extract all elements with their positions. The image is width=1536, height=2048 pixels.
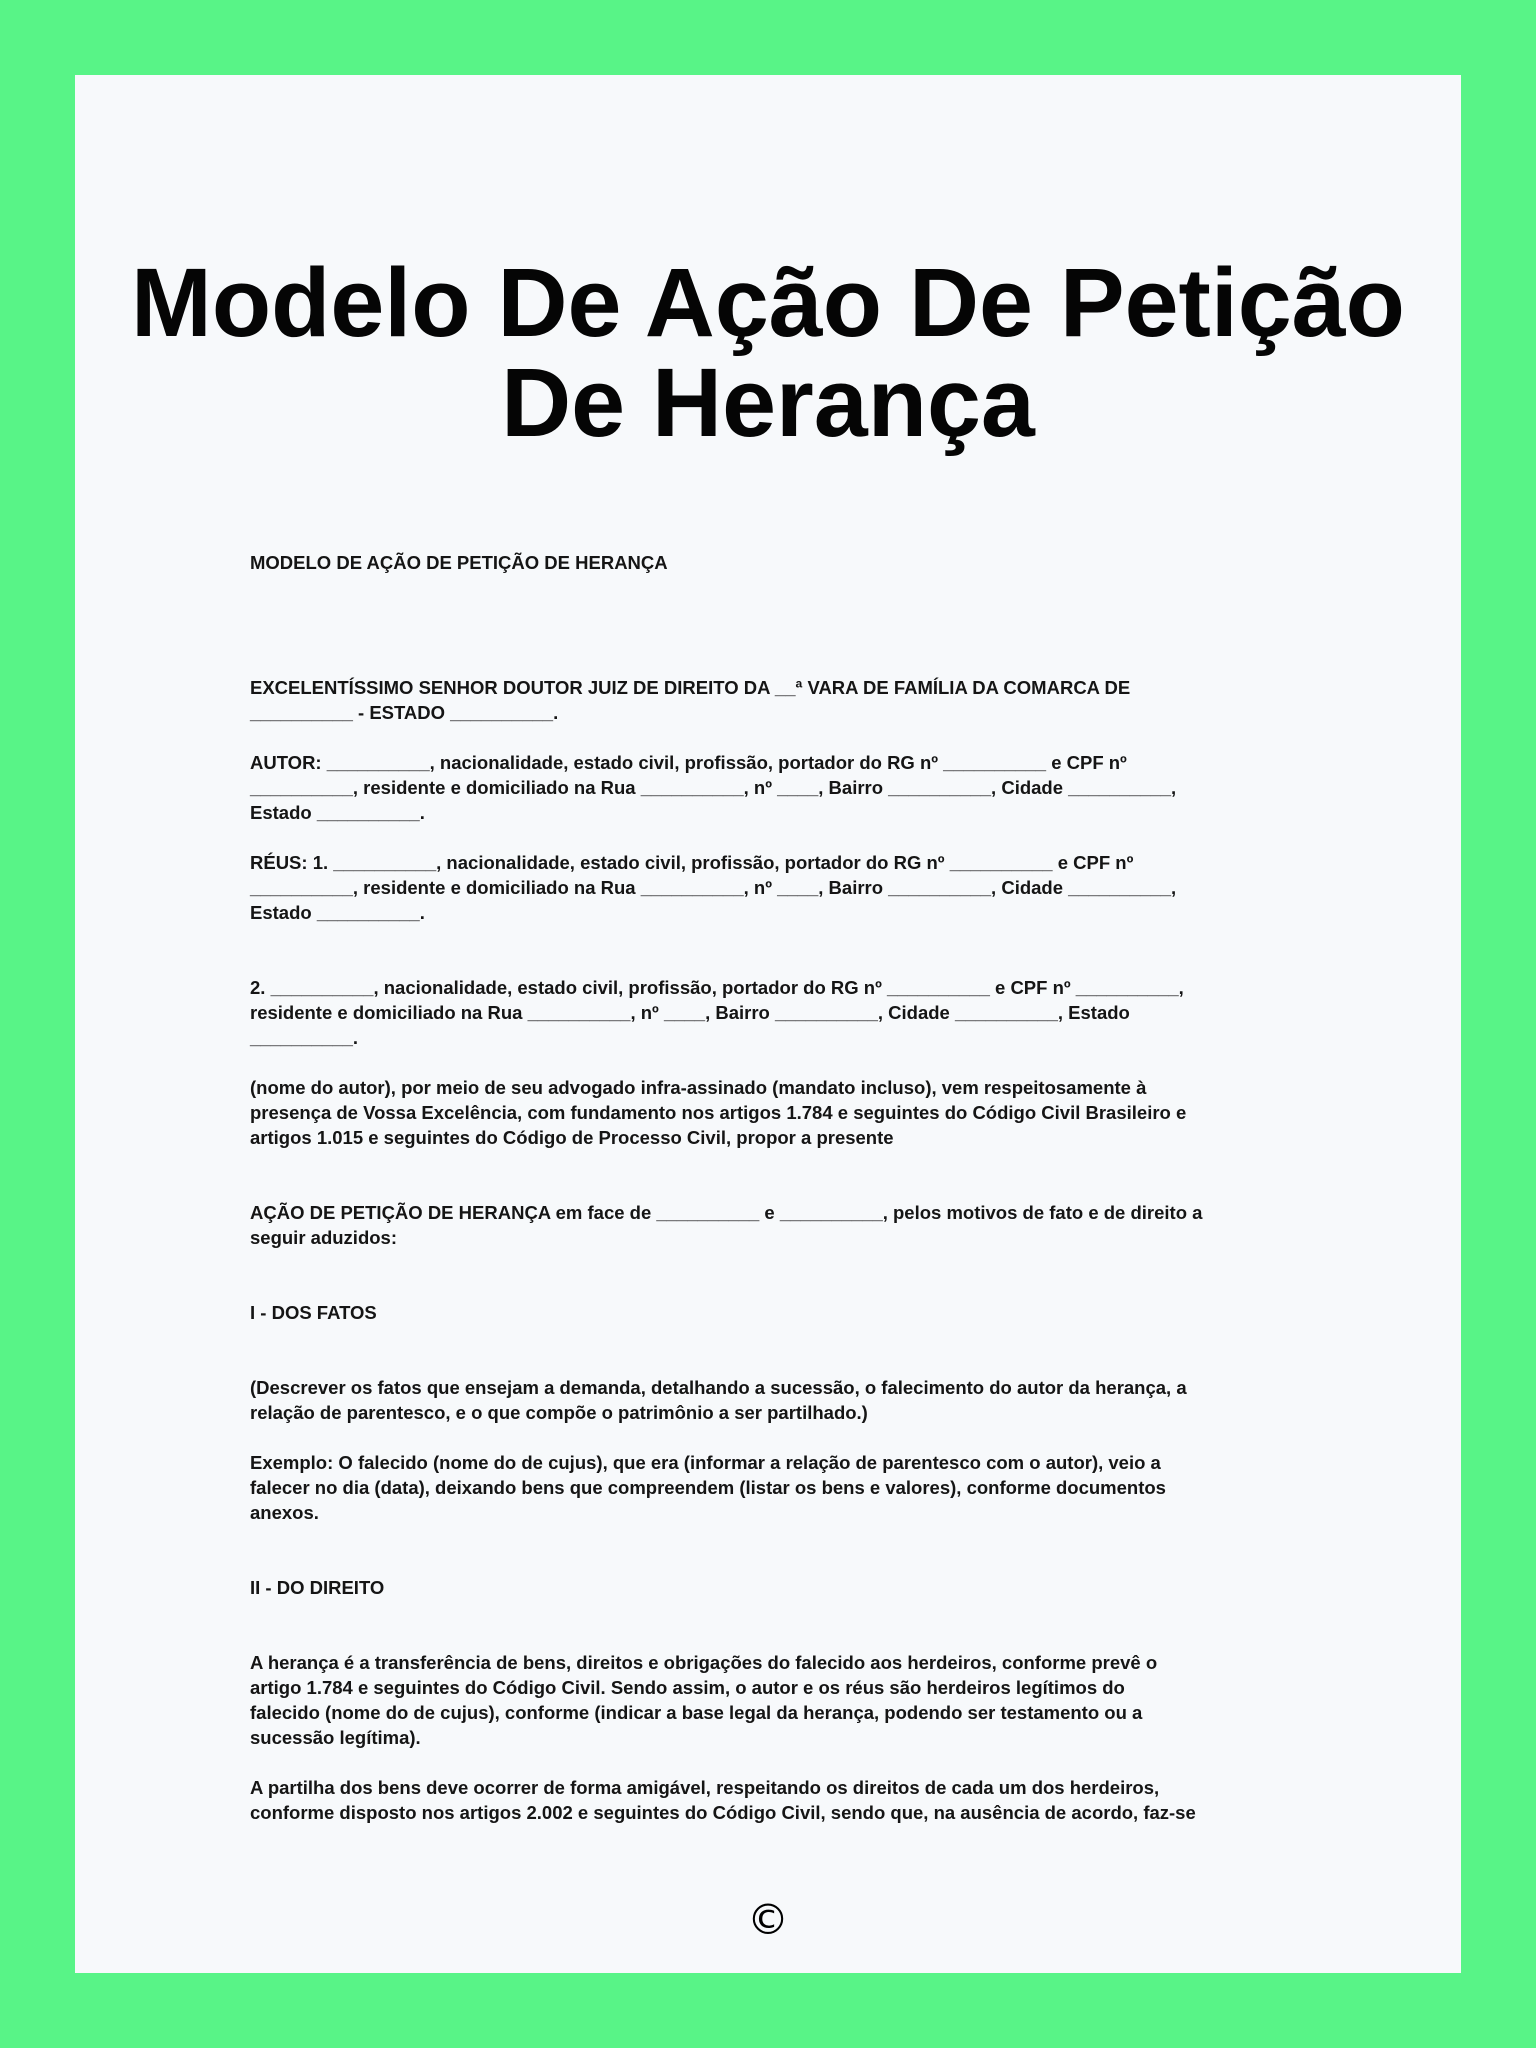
facts-paragraph: (Descrever os fatos que ensejam a demanda, detalhando a sucessão, o falecimento do autor da herança, a relação de parentesco, e o que compõe o patrimônio a ser partilhado.) xyxy=(250,1377,1187,1423)
defendant-2-paragraph: 2. __________, nacionalidade, estado civil, profissão, portador do RG nº __________ e CPF nº __________, residente e domiciliado na Rua __________, nº ____, Bairro __________, Cidade __________, Estado __________. xyxy=(250,977,1184,1048)
document-page xyxy=(75,75,1461,1973)
page-title xyxy=(75,248,1461,457)
law-paragraph-1: A herança é a transferência de bens, direitos e obrigações do falecido aos herdeiros, conforme prevê o artigo 1.784 e seguintes do Código Civil. Sendo assim, o autor e os réus são herdeiros legítimos do falecido (nome do de cujus), conforme (indicar a base legal da herança, podendo ser testamento ou a sucessão legítima). xyxy=(250,1652,1158,1748)
title-line-2: De Herança xyxy=(501,348,1035,457)
action-paragraph: AÇÃO DE PETIÇÃO DE HERANÇA em face de __________ e __________, pelos motivos de fato e de direito a seguir aduzidos: xyxy=(250,1202,1203,1248)
author-paragraph: AUTOR: __________, nacionalidade, estado civil, profissão, portador do RG nº __________ e CPF nº __________, residente e domiciliado na Rua __________, nº ____, Bairro __________, Cidade __________, Estado __________. xyxy=(250,752,1177,823)
section-heading-facts: I - DOS FATOS xyxy=(250,1302,377,1323)
example-paragraph: Exemplo: O falecido (nome do de cujus), que era (informar a relação de parentesco com o autor), veio a falecer no dia (data), deixando bens que compreendem (listar os bens e valores), conforme documentos anexos. xyxy=(250,1452,1166,1523)
intro-paragraph: (nome do autor), por meio de seu advogado infra-assinado (mandato incluso), vem respeitosamente à presença de Vossa Excelência, com fundamento nos artigos 1.784 e seguintes do Código Civil Brasileiro e artigos 1.015 e seguintes do Código de Processo Civil, propor a presente xyxy=(250,1077,1187,1148)
law-paragraph-2: A partilha dos bens deve ocorrer de forma amigável, respeitando os direitos de cada um dos herdeiros, conforme disposto nos artigos 2.002 e seguintes do Código Civil, sendo que, na ausência de acordo, faz-se xyxy=(250,1777,1196,1823)
court-address: EXCELENTÍSSIMO SENHOR DOUTOR JUIZ DE DIREITO DA __ª VARA DE FAMÍLIA DA COMARCA DE __________ - ESTADO __________. xyxy=(250,677,1131,723)
section-heading-law: II - DO DIREITO xyxy=(250,1577,385,1598)
title-line-1: Modelo De Ação De Petição xyxy=(131,248,1405,357)
defendant-1-paragraph: RÉUS: 1. __________, nacionalidade, estado civil, profissão, portador do RG nº __________ e CPF nº __________, residente e domiciliado na Rua __________, nº ____, Bairro __________, Cidade __________, Estado __________. xyxy=(250,852,1177,923)
document-heading: MODELO DE AÇÃO DE PETIÇÃO DE HERANÇA xyxy=(250,552,668,573)
document-body xyxy=(250,550,1290,1825)
copyright-icon: © xyxy=(747,1895,789,1944)
